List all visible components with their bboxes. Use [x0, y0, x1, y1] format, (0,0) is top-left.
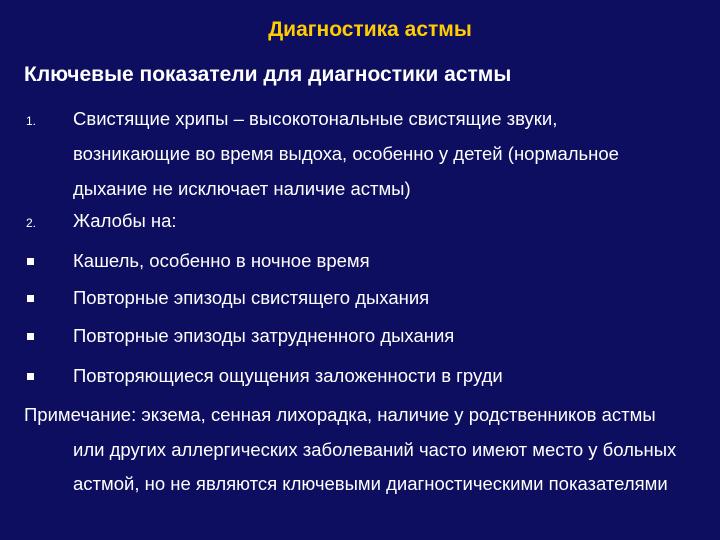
- bullet-square-icon: [27, 373, 34, 380]
- slide-subtitle: Ключевые показатели для диагностики астмы: [24, 63, 512, 86]
- item-number: 1.: [26, 114, 37, 128]
- note-paragraph: [24, 398, 714, 502]
- bullet-square-icon: [27, 295, 34, 302]
- bullet-square-icon: [27, 333, 34, 340]
- bullet-text: Кашель, особенно в ночное время: [73, 250, 370, 271]
- note-first-line: Примечание: экзема, сенная лихорадка, наличие у родственников астмы: [24, 404, 656, 425]
- note-continuation: или других аллергических заболеваний часто имеют место у больных астмой, но не являются ключевыми диагностическими показателями: [73, 438, 677, 494]
- bullet-text: Повторяющиеся ощущения заложенности в груди: [73, 365, 503, 386]
- bullet-text: Повторные эпизоды свистящего дыхания: [73, 287, 430, 308]
- item-text: Свистящие хрипы – высокотональные свистящие звуки, возникающие во время выдоха, особенно у детей (нормальное дыхание не исключает наличие астмы): [73, 108, 619, 199]
- slide-title: Диагностика астмы: [268, 18, 472, 41]
- bullet-text: Повторные эпизоды затрудненного дыхания: [73, 325, 455, 346]
- item-number: 2.: [26, 216, 37, 230]
- item-text: Жалобы на:: [73, 210, 177, 231]
- bullet-square-icon: [27, 258, 34, 265]
